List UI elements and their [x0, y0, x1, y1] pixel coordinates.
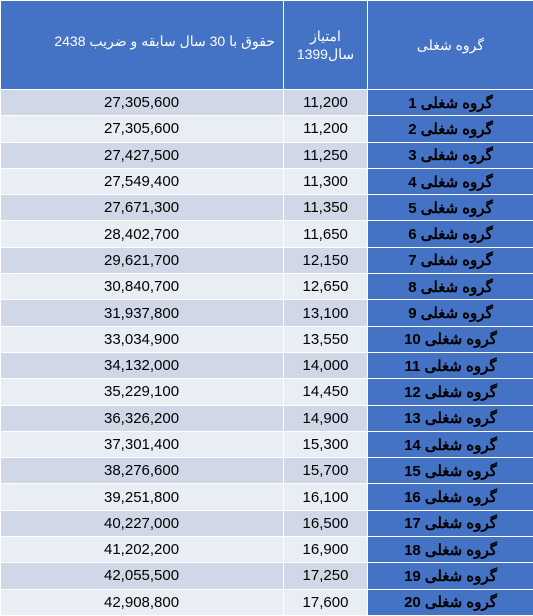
- table-row: [1, 195, 533, 221]
- score-cell: 12,650: [284, 274, 368, 300]
- salary-cell: 27,305,600: [1, 116, 284, 142]
- salary-cell: 35,229,100: [1, 379, 284, 405]
- score-cell: 11,300: [284, 168, 368, 194]
- table-row: [1, 300, 533, 326]
- group-cell: گروه شغلی 20: [368, 589, 533, 615]
- group-cell: گروه شغلی 2: [368, 116, 533, 142]
- group-cell: گروه شغلی 9: [368, 300, 533, 326]
- salary-cell: 27,427,500: [1, 142, 284, 168]
- table-row: [1, 168, 533, 194]
- salary-cell: 34,132,000: [1, 352, 284, 378]
- group-cell: گروه شغلی 8: [368, 274, 533, 300]
- group-cell: گروه شغلی 16: [368, 484, 533, 510]
- table-header-row: [1, 1, 533, 90]
- column-header-score: [284, 1, 368, 90]
- table-row: [1, 563, 533, 589]
- salary-cell: 29,621,700: [1, 247, 284, 273]
- score-cell: 17,600: [284, 589, 368, 615]
- group-cell: گروه شغلی 4: [368, 168, 533, 194]
- score-cell: 11,650: [284, 221, 368, 247]
- table-row: [1, 537, 533, 563]
- salary-cell: 33,034,900: [1, 326, 284, 352]
- score-cell: 14,900: [284, 405, 368, 431]
- salary-cell: 27,671,300: [1, 195, 284, 221]
- table-row: [1, 247, 533, 273]
- group-cell: گروه شغلی 12: [368, 379, 533, 405]
- column-header-salary: حقوق با 30 سال سابقه و ضریب 2438: [1, 1, 284, 90]
- table-row: [1, 352, 533, 378]
- group-cell: گروه شغلی 7: [368, 247, 533, 273]
- group-cell: گروه شغلی 3: [368, 142, 533, 168]
- salary-cell: 42,908,800: [1, 589, 284, 615]
- group-cell: گروه شغلی 17: [368, 510, 533, 536]
- score-cell: 16,100: [284, 484, 368, 510]
- table-row: [1, 221, 533, 247]
- table-row: [1, 405, 533, 431]
- salary-cell: 28,402,700: [1, 221, 284, 247]
- salary-cell: 27,549,400: [1, 168, 284, 194]
- table-row: [1, 116, 533, 142]
- score-cell: 13,550: [284, 326, 368, 352]
- salary-cell: 36,326,200: [1, 405, 284, 431]
- table-row: [1, 379, 533, 405]
- score-cell: 14,000: [284, 352, 368, 378]
- table-row: [1, 510, 533, 536]
- group-cell: گروه شغلی 6: [368, 221, 533, 247]
- group-cell: گروه شغلی 15: [368, 458, 533, 484]
- score-cell: 15,300: [284, 431, 368, 457]
- table-row: [1, 484, 533, 510]
- table-row: [1, 274, 533, 300]
- salary-cell: 42,055,500: [1, 563, 284, 589]
- group-cell: گروه شغلی 10: [368, 326, 533, 352]
- group-cell: گروه شغلی 19: [368, 563, 533, 589]
- table-row: [1, 431, 533, 457]
- table-row: [1, 142, 533, 168]
- table-row: [1, 90, 533, 116]
- group-cell: گروه شغلی 14: [368, 431, 533, 457]
- score-cell: 11,200: [284, 90, 368, 116]
- score-cell: 13,100: [284, 300, 368, 326]
- table-body: [1, 90, 533, 616]
- score-cell: 11,250: [284, 142, 368, 168]
- salary-cell: 30,840,700: [1, 274, 284, 300]
- score-cell: 14,450: [284, 379, 368, 405]
- score-cell: 16,900: [284, 537, 368, 563]
- column-header-score-line2: سال1399: [284, 45, 367, 63]
- group-cell: گروه شغلی 18: [368, 537, 533, 563]
- column-header-score-line1: امتیاز: [284, 27, 367, 45]
- score-cell: 16,500: [284, 510, 368, 536]
- table-row: [1, 589, 533, 615]
- group-cell: گروه شغلی 11: [368, 352, 533, 378]
- group-cell: گروه شغلی 13: [368, 405, 533, 431]
- salary-cell: 27,305,600: [1, 90, 284, 116]
- table-row: [1, 326, 533, 352]
- salary-cell: 31,937,800: [1, 300, 284, 326]
- group-cell: گروه شغلی 1: [368, 90, 533, 116]
- salary-cell: 41,202,200: [1, 537, 284, 563]
- score-cell: 11,200: [284, 116, 368, 142]
- salary-cell: 40,227,000: [1, 510, 284, 536]
- score-cell: 12,150: [284, 247, 368, 273]
- score-cell: 17,250: [284, 563, 368, 589]
- score-cell: 15,700: [284, 458, 368, 484]
- salary-cell: 38,276,600: [1, 458, 284, 484]
- salary-cell: 37,301,400: [1, 431, 284, 457]
- column-header-group: گروه شغلی: [368, 1, 533, 90]
- table-row: [1, 458, 533, 484]
- group-cell: گروه شغلی 5: [368, 195, 533, 221]
- score-cell: 11,350: [284, 195, 368, 221]
- salary-cell: 39,251,800: [1, 484, 284, 510]
